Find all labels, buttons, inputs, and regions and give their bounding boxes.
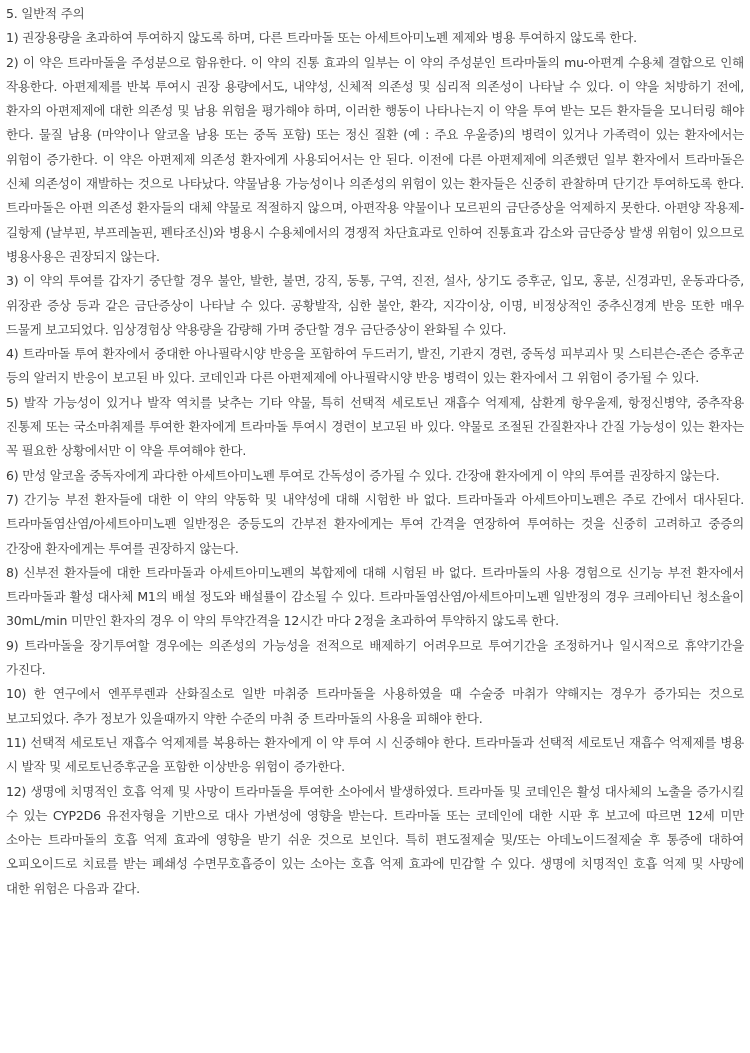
paragraph-6: 6) 만성 알코올 중독자에게 과다한 아세트아미노펜 투여로 간독성이 증가될 수 있다. 간장애 환자에게 이 약의 투여를 권장하지 않는다.: [6, 467, 720, 483]
paragraph-3: 3) 이 약의 투여를 갑자기 중단할 경우 불안, 발한, 불면, 강직, 동통, 구역, 진전, 설사, 상기도 증후군, 입모, 홍분, 신경과민, 운동과다증, 위장관 증상 등과 같은 금단증상이 나타날 수 있다. 공황발작, 심한 불안, 환각, 지각이상, 이명, 비정상적인 중추신경계 반응 또한 매우 드물게 보고되었다. 임상경험상 약용량을 감량해 가며 중단할 경우 금단증상이 완화될 수 있다.: [6, 273, 744, 337]
paragraph-12: 12) 생명에 치명적인 호흡 억제 및 사망이 트라마돌을 투여한 소아에서 발생하였다. 트라마돌 및 코데인은 활성 대사체의 노출을 증가시킬 수 있는 CYP2D6 유전자형을 기반으로 대사 가변성에 영향을 받는다. 트라마돌 또는 코데인에 대한 시판 후 보고에 따르면 12세 미만 소아는 트라마돌의 호흡 억제 효과에 영향을 받기 쉬운 것으로 보인다. 특히 편도절제술 및/또는 아데노이드절제술 후 통증에 대하여 오피오이드로 치료를 받는 폐쇄성 수면무호흡증이 있는 소아는 호흡 억제 효과에 민감할 수 있다. 생명에 치명적인 호흡 억제 및 사망에 대한 위험은 다음과 같다.: [6, 783, 744, 896]
paragraph-5: 5) 발작 가능성이 있거나 발작 역치를 낮추는 기타 약물, 특히 선택적 세로토닌 재흡수 억제제, 삼환계 항우울제, 항정신병약, 중추작용 진통제 또는 국소마취제를 투여한 환자에게 트라마돌 투여시 경련이 보고된 바 있다. 약물로 조절된 간질환자나 간질 가능성이 있는 환자는 꼭 필요한 상황에서만 이 약을 투여해야 한다.: [6, 394, 744, 459]
paragraph-11: 11) 선택적 세로토닌 재흡수 억제제를 복용하는 환자에게 이 약 투여 시 신중해야 한다. 트라마돌과 선택적 세로토닌 재흡수 억제제를 병용 시 발작 및 세로토닌증후군을 포함한 이상반응 위험이 증가한다.: [6, 734, 744, 775]
paragraph-1: 1) 권장용량을 초과하여 투여하지 않도록 하며, 다른 트라마돌 또는 아세트아미노펜 제제와 병용 투여하지 않도록 한다.: [6, 30, 637, 46]
paragraph-8: 8) 신부전 환자들에 대한 트라마돌과 아세트아미노펜의 복합제에 대해 시험된 바 없다. 트라마돌의 사용 경험으로 신기능 부전 환자에서 트라마돌과 활성 대사체 M1의 배설 정도와 배설률이 감소될 수 있다. 트라마돌염산염/아세트아미노펜 일반정의 경우 크레아티닌 청소율이 30mL/min 미만인 환자의 경우 이 약의 투약간격을 12시간 마다 2정을 초과하여 투약하지 않도록 한다.: [6, 564, 744, 629]
paragraph-4: 4) 트라마돌 투여 환자에서 중대한 아나필락시양 반응을 포함하여 두드러기, 발진, 기관지 경련, 중독성 피부괴사 및 스티븐슨-존슨 증후군 등의 알러지 반응이 보고된 바 있다. 코데인과 다른 아편제제에 아나필락시양 반응 병력이 있는 환자에서 그 위험이 증가될 수 있다.: [6, 346, 744, 386]
paragraph-7: 7) 간기능 부전 환자들에 대한 이 약의 약동학 및 내약성에 대해 시험한 바 없다. 트라마돌과 아세트아미노펜은 주로 간에서 대사된다. 트라마돌염산염/아세트아미노펜 일반정은 중등도의 간부전 환자에게는 투여 간격을 연장하여 투여하는 것을 신중히 고려하고 중증의 간장애 환자에게는 투여를 권장하지 않는다.: [6, 491, 744, 556]
paragraph-9: 9) 트라마돌을 장기투여할 경우에는 의존성의 가능성을 전적으로 배제하기 어려우므로 투여기간을 조정하거나 일시적으로 휴약기간을 가진다.: [6, 637, 744, 678]
section-title: 5. 일반적 주의: [6, 6, 85, 21]
paragraph-2: 2) 이 약은 트라마돌을 주성분으로 함유한다. 이 약의 진통 효과의 일부는 이 약의 주성분인 트라마돌의 mu-아편계 수용체 결합으로 인해 작용한다. 아편제제를 반복 투여시 권장 용량에서도, 내약성, 신체적 의존성 및 심리적 의존성이 나타날 수 있다. 이 약을 처방하기 전에, 환자의 아편제제에 대한 의존성 및 남용 위험을 평가해야 하며, 이러한 행동이 나타나는지 이 약을 투여 받는 모든 환자들을 모니터링 해야 한다. 물질 남용 (마약이나 알코올 남용 또는 중독 포함) 또는 정신 질환 (예 : 주요 우울증)의 병력이 있거나 가족력이 있는 환자에서는 위험이 증가한다. 이 약은 아편제제 의존성 환자에게 사용되어서는 안 된다. 이전에 다른 아편제제에 의존했던 일부 환자에서 트라마돌은 신체 의존성이 재발하는 것으로 나타났다. 약물남용 가능성이나 의존성의 위험이 있는 환자들은 신중히 관찰하며 단기간 투여하도록 한다. 트라마돌은 아편 의존성 환자들의 대체 약물로 적절하지 않으며, 아편작용 약물이나 모르핀의 금단증상을 억제하지 못한다. 아편양 작용제-길항제 (날부핀, 부프레놀핀, 펜타조신)와 병용시 수용체에서의 경쟁적 차단효과로 인하여 진통효과 감소와 금단증상 발생 위험이 있으므로 병용사용은 권장되지 않는다.: [6, 54, 744, 264]
paragraph-10: 10) 한 연구에서 엔푸루렌과 산화질소로 일반 마취중 트라마돌을 사용하였을 때 수술중 마취가 약해지는 경우가 증가되는 것으로 보고되었다. 추가 정보가 있을때까지 약한 수준의 마취 중 트라마돌의 사용을 피해야 한다.: [6, 686, 744, 726]
